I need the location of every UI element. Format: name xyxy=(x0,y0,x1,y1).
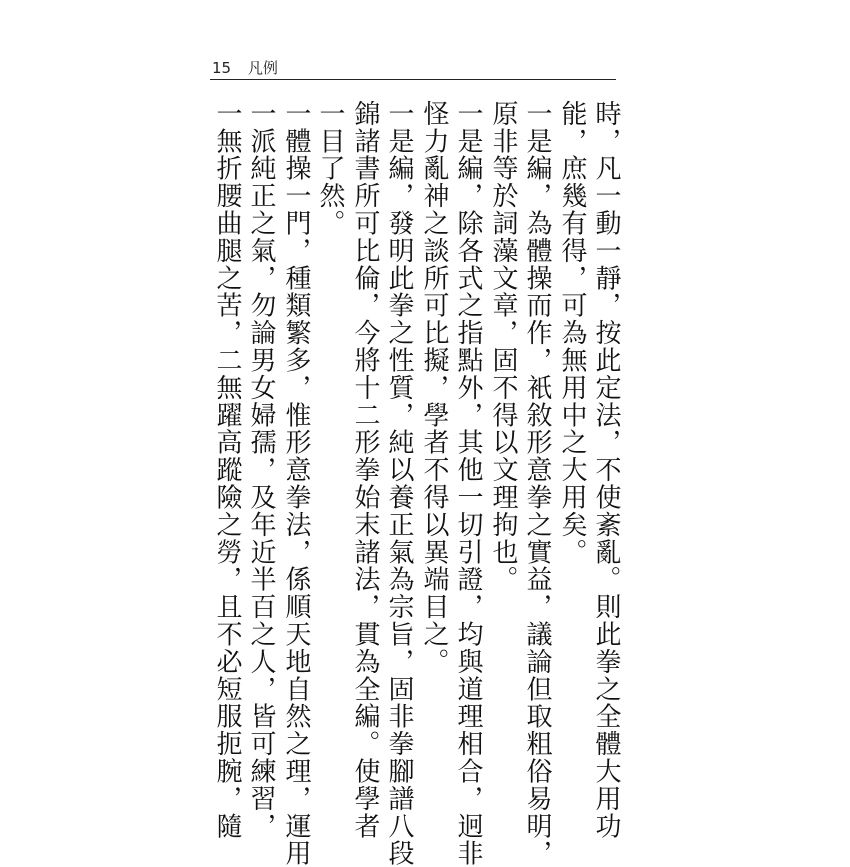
text-column: 一體操一門，種類繁多，惟形意拳法，係順天地自然之理，運用 xyxy=(281,100,311,867)
text-column: 一派純正之氣，勿論男女婦孺，及年近半百之人，皆可練習， xyxy=(246,100,276,840)
text-column: 錦諸書所可比倫，今將十二形拳始末諸法，貫為全編。使學者 xyxy=(350,100,380,840)
text-column: 一是編，發明此拳之性質，純以養正氣為宗旨，固非拳腳譜八段 xyxy=(384,100,414,867)
text-column: 原非等於詞藻文章，固不得以文理拘也。 xyxy=(488,100,518,594)
page-number: 15 xyxy=(212,59,232,77)
text-column: 一是編，為體操而作，衹敘形意拳之實益，議論但取粗俗易明， xyxy=(522,100,552,867)
section-title: 凡例 xyxy=(247,59,278,77)
text-column: 一無折腰曲腿之苦，二無躍高蹤險之勞，且不必短服扼腕，隨 xyxy=(212,100,242,840)
text-column: 時，凡一動一靜，按此定法，不使紊亂。則此拳之全體大用功 xyxy=(591,100,621,840)
text-column: 一目了然。 xyxy=(315,100,345,237)
text-column: 能，庶幾有得，可為無用中之大用矣。 xyxy=(557,100,587,566)
text-column: 一是編，除各式之指點外，其他一切引證，均與道理相合，迥非 xyxy=(453,100,483,867)
text-column: 怪力亂神之談所可比擬，學者不得以異端目之。 xyxy=(419,100,449,676)
